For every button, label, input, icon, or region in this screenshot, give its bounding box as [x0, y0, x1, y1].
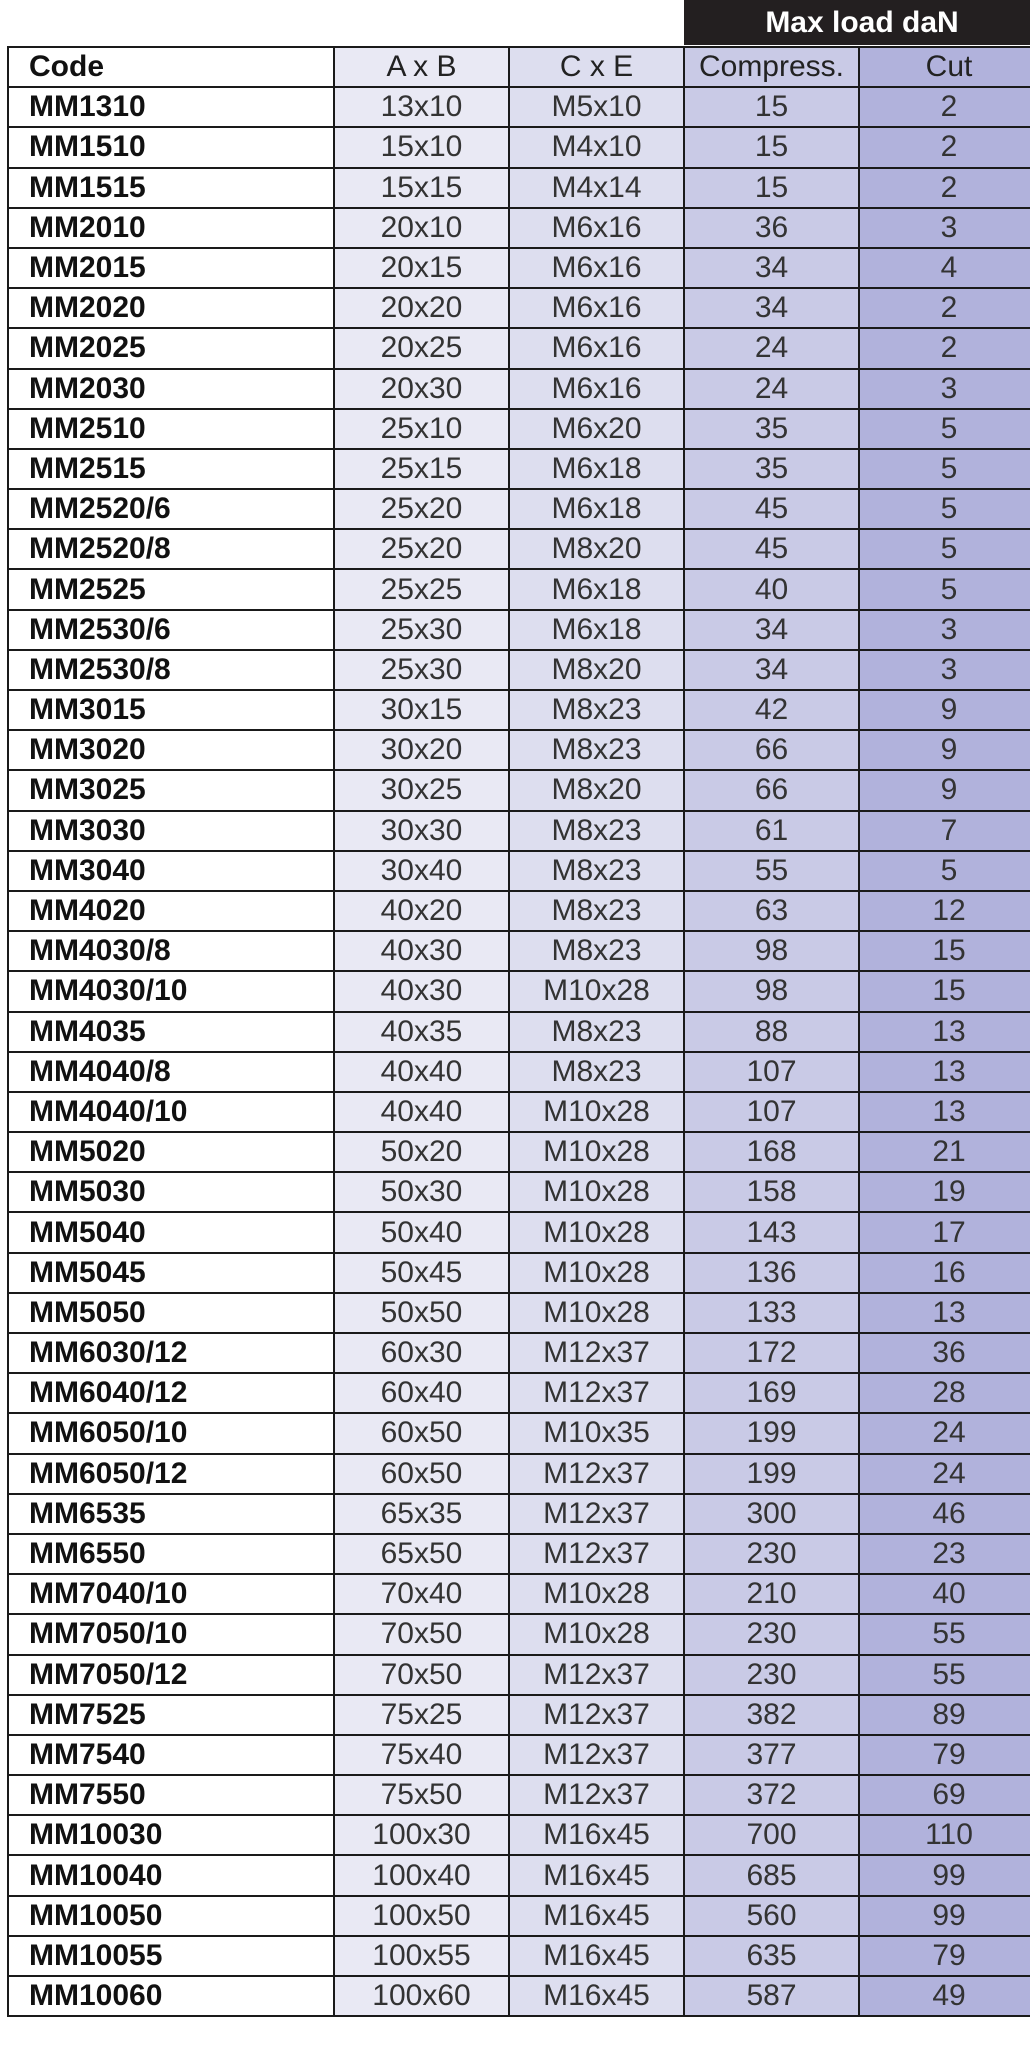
cell-ce: M6x18: [509, 610, 684, 650]
cell-cut: 24: [859, 1454, 1030, 1494]
cell-code: MM10040: [8, 1855, 334, 1895]
cell-code: MM6030/12: [8, 1333, 334, 1373]
cell-compress: 377: [684, 1735, 859, 1775]
cell-ce: M6x16: [509, 288, 684, 328]
cell-compress: 55: [684, 851, 859, 891]
cell-ab: 25x25: [334, 569, 509, 609]
cell-code: MM7550: [8, 1775, 334, 1815]
table-row: [8, 1052, 1030, 1092]
cell-code: MM2520/6: [8, 489, 334, 529]
cell-code: MM5020: [8, 1132, 334, 1172]
cell-compress: 45: [684, 489, 859, 529]
cell-ab: 50x30: [334, 1172, 509, 1212]
cell-compress: 685: [684, 1855, 859, 1895]
cell-compress: 372: [684, 1775, 859, 1815]
cell-ce: M10x28: [509, 1212, 684, 1252]
cell-ce: M8x23: [509, 851, 684, 891]
cell-compress: 98: [684, 971, 859, 1011]
cell-compress: 61: [684, 811, 859, 851]
cell-compress: 143: [684, 1212, 859, 1252]
table-row: [8, 650, 1030, 690]
cell-ce: M8x20: [509, 650, 684, 690]
cell-compress: 230: [684, 1655, 859, 1695]
cell-code: MM10050: [8, 1896, 334, 1936]
cell-compress: 107: [684, 1052, 859, 1092]
cell-code: MM4040/8: [8, 1052, 334, 1092]
cell-compress: 199: [684, 1413, 859, 1453]
cell-code: MM4040/10: [8, 1092, 334, 1132]
table-row: [8, 1574, 1030, 1614]
cell-cut: 9: [859, 730, 1030, 770]
cell-ab: 100x50: [334, 1896, 509, 1936]
cell-cut: 15: [859, 931, 1030, 971]
cell-cut: 55: [859, 1655, 1030, 1695]
table-row: [8, 328, 1030, 368]
cell-ab: 25x20: [334, 489, 509, 529]
cell-code: MM5045: [8, 1253, 334, 1293]
table-row: [8, 770, 1030, 810]
cell-cut: 2: [859, 168, 1030, 208]
cell-ab: 75x25: [334, 1695, 509, 1735]
cell-compress: 42: [684, 690, 859, 730]
cell-code: MM2530/6: [8, 610, 334, 650]
cell-ab: 75x40: [334, 1735, 509, 1775]
cell-ce: M12x37: [509, 1655, 684, 1695]
cell-ce: M8x20: [509, 529, 684, 569]
cell-compress: 158: [684, 1172, 859, 1212]
header-ce: C x E: [509, 47, 684, 87]
cell-code: MM2010: [8, 208, 334, 248]
cell-cut: 36: [859, 1333, 1030, 1373]
cell-code: MM2030: [8, 369, 334, 409]
cell-ce: M8x23: [509, 931, 684, 971]
cell-ce: M16x45: [509, 1815, 684, 1855]
cell-ab: 100x40: [334, 1855, 509, 1895]
cell-ce: M6x16: [509, 248, 684, 288]
cell-ab: 100x30: [334, 1815, 509, 1855]
table-row: [8, 1092, 1030, 1132]
cell-ce: M10x28: [509, 1132, 684, 1172]
cell-cut: 2: [859, 87, 1030, 127]
cell-ce: M8x23: [509, 891, 684, 931]
cell-compress: 34: [684, 248, 859, 288]
cell-cut: 12: [859, 891, 1030, 931]
table-row: [8, 1855, 1030, 1895]
cell-cut: 99: [859, 1896, 1030, 1936]
table-row: [8, 208, 1030, 248]
table-row: [8, 1695, 1030, 1735]
header-row: [8, 47, 1030, 87]
cell-compress: 700: [684, 1815, 859, 1855]
cell-ab: 50x45: [334, 1253, 509, 1293]
cell-cut: 13: [859, 1293, 1030, 1333]
cell-cut: 3: [859, 369, 1030, 409]
cell-ab: 60x40: [334, 1373, 509, 1413]
table-row: [8, 1293, 1030, 1333]
cell-cut: 5: [859, 529, 1030, 569]
table-row: [8, 1936, 1030, 1976]
header-ab: A x B: [334, 47, 509, 87]
table-row: [8, 1212, 1030, 1252]
cell-code: MM4035: [8, 1012, 334, 1052]
cell-compress: 24: [684, 369, 859, 409]
cell-cut: 5: [859, 569, 1030, 609]
table-row: [8, 1373, 1030, 1413]
cell-cut: 28: [859, 1373, 1030, 1413]
cell-cut: 40: [859, 1574, 1030, 1614]
header-cut: Cut: [859, 47, 1030, 87]
cell-ce: M10x28: [509, 1172, 684, 1212]
cell-cut: 9: [859, 690, 1030, 730]
table-row: [8, 449, 1030, 489]
cell-code: MM2525: [8, 569, 334, 609]
cell-ab: 60x50: [334, 1454, 509, 1494]
cell-ab: 30x20: [334, 730, 509, 770]
cell-ab: 30x25: [334, 770, 509, 810]
cell-ab: 20x20: [334, 288, 509, 328]
table-row: [8, 891, 1030, 931]
cell-compress: 34: [684, 610, 859, 650]
cell-code: MM2530/8: [8, 650, 334, 690]
cell-code: MM2515: [8, 449, 334, 489]
cell-ce: M16x45: [509, 1896, 684, 1936]
cell-cut: 110: [859, 1815, 1030, 1855]
max-load-header: Max load daN: [684, 0, 1030, 45]
cell-compress: 635: [684, 1936, 859, 1976]
spec-table: [7, 46, 1030, 2017]
cell-ab: 40x35: [334, 1012, 509, 1052]
cell-ab: 25x30: [334, 650, 509, 690]
table-row: [8, 1333, 1030, 1373]
table-row: [8, 1976, 1030, 2016]
cell-ce: M10x28: [509, 1293, 684, 1333]
cell-cut: 79: [859, 1936, 1030, 1976]
table-row: [8, 1775, 1030, 1815]
table-row: [8, 931, 1030, 971]
cell-ab: 70x40: [334, 1574, 509, 1614]
table-row: [8, 1614, 1030, 1654]
cell-ab: 20x25: [334, 328, 509, 368]
cell-ce: M8x23: [509, 811, 684, 851]
cell-compress: 133: [684, 1293, 859, 1333]
cell-ce: M12x37: [509, 1333, 684, 1373]
cell-compress: 136: [684, 1253, 859, 1293]
cell-cut: 17: [859, 1212, 1030, 1252]
table-row: [8, 1735, 1030, 1775]
table-row: [8, 971, 1030, 1011]
cell-ce: M12x37: [509, 1735, 684, 1775]
cell-ab: 30x40: [334, 851, 509, 891]
cell-cut: 79: [859, 1735, 1030, 1775]
table-row: [8, 851, 1030, 891]
cell-cut: 55: [859, 1614, 1030, 1654]
cell-ab: 30x30: [334, 811, 509, 851]
cell-ce: M8x23: [509, 1012, 684, 1052]
table-row: [8, 369, 1030, 409]
cell-ab: 70x50: [334, 1614, 509, 1654]
cell-code: MM5050: [8, 1293, 334, 1333]
cell-ce: M5x10: [509, 87, 684, 127]
cell-ab: 20x15: [334, 248, 509, 288]
cell-ce: M12x37: [509, 1373, 684, 1413]
cell-ce: M4x14: [509, 168, 684, 208]
cell-code: MM7050/12: [8, 1655, 334, 1695]
cell-compress: 35: [684, 449, 859, 489]
cell-ab: 100x55: [334, 1936, 509, 1976]
cell-cut: 13: [859, 1012, 1030, 1052]
cell-cut: 3: [859, 610, 1030, 650]
cell-code: MM4030/10: [8, 971, 334, 1011]
cell-ab: 13x10: [334, 87, 509, 127]
cell-ab: 25x15: [334, 449, 509, 489]
cell-ce: M12x37: [509, 1534, 684, 1574]
cell-code: MM6550: [8, 1534, 334, 1574]
table-row: [8, 690, 1030, 730]
cell-ce: M8x23: [509, 690, 684, 730]
cell-code: MM10060: [8, 1976, 334, 2016]
cell-ce: M12x37: [509, 1494, 684, 1534]
cell-ab: 75x50: [334, 1775, 509, 1815]
table-row: [8, 610, 1030, 650]
cell-code: MM3025: [8, 770, 334, 810]
cell-compress: 15: [684, 127, 859, 167]
cell-cut: 99: [859, 1855, 1030, 1895]
cell-code: MM2510: [8, 409, 334, 449]
cell-code: MM10030: [8, 1815, 334, 1855]
cell-compress: 66: [684, 770, 859, 810]
cell-ce: M6x18: [509, 449, 684, 489]
cell-cut: 15: [859, 971, 1030, 1011]
cell-cut: 13: [859, 1092, 1030, 1132]
cell-ce: M4x10: [509, 127, 684, 167]
cell-ce: M8x20: [509, 770, 684, 810]
cell-ab: 15x10: [334, 127, 509, 167]
cell-code: MM3015: [8, 690, 334, 730]
cell-code: MM7050/10: [8, 1614, 334, 1654]
cell-ab: 40x40: [334, 1052, 509, 1092]
table-row: [8, 1494, 1030, 1534]
cell-cut: 7: [859, 811, 1030, 851]
table-row: [8, 1253, 1030, 1293]
cell-cut: 2: [859, 127, 1030, 167]
cell-compress: 560: [684, 1896, 859, 1936]
cell-code: MM1510: [8, 127, 334, 167]
cell-ce: M6x16: [509, 328, 684, 368]
cell-ab: 40x20: [334, 891, 509, 931]
cell-code: MM2025: [8, 328, 334, 368]
cell-ab: 30x15: [334, 690, 509, 730]
header-compress: Compress.: [684, 47, 859, 87]
table-row: [8, 288, 1030, 328]
cell-ab: 25x10: [334, 409, 509, 449]
cell-ab: 50x40: [334, 1212, 509, 1252]
cell-compress: 199: [684, 1454, 859, 1494]
table-row: [8, 529, 1030, 569]
cell-compress: 210: [684, 1574, 859, 1614]
cell-code: MM2015: [8, 248, 334, 288]
table-row: [8, 1454, 1030, 1494]
cell-code: MM6050/12: [8, 1454, 334, 1494]
cell-cut: 46: [859, 1494, 1030, 1534]
cell-ab: 40x40: [334, 1092, 509, 1132]
cell-code: MM6050/10: [8, 1413, 334, 1453]
cell-ce: M10x28: [509, 1614, 684, 1654]
cell-code: MM3040: [8, 851, 334, 891]
table-row: [8, 730, 1030, 770]
cell-compress: 230: [684, 1614, 859, 1654]
cell-compress: 230: [684, 1534, 859, 1574]
cell-compress: 172: [684, 1333, 859, 1373]
cell-ab: 40x30: [334, 931, 509, 971]
table-row: [8, 1815, 1030, 1855]
cell-ab: 25x20: [334, 529, 509, 569]
cell-ab: 50x50: [334, 1293, 509, 1333]
cell-cut: 13: [859, 1052, 1030, 1092]
cell-compress: 45: [684, 529, 859, 569]
cell-code: MM3030: [8, 811, 334, 851]
cell-compress: 24: [684, 328, 859, 368]
table-row: [8, 168, 1030, 208]
cell-compress: 15: [684, 87, 859, 127]
table-row: [8, 1413, 1030, 1453]
table-row: [8, 1132, 1030, 1172]
table-row: [8, 811, 1030, 851]
cell-cut: 16: [859, 1253, 1030, 1293]
cell-ce: M10x28: [509, 971, 684, 1011]
cell-compress: 63: [684, 891, 859, 931]
cell-cut: 69: [859, 1775, 1030, 1815]
cell-cut: 9: [859, 770, 1030, 810]
cell-compress: 382: [684, 1695, 859, 1735]
cell-code: MM3020: [8, 730, 334, 770]
cell-ce: M10x28: [509, 1092, 684, 1132]
cell-code: MM1515: [8, 168, 334, 208]
table-row: [8, 409, 1030, 449]
cell-cut: 2: [859, 328, 1030, 368]
table-row: [8, 489, 1030, 529]
cell-code: MM7540: [8, 1735, 334, 1775]
cell-compress: 587: [684, 1976, 859, 2016]
table-row: [8, 1655, 1030, 1695]
table-row: [8, 1012, 1030, 1052]
table-row: [8, 1534, 1030, 1574]
cell-compress: 169: [684, 1373, 859, 1413]
cell-compress: 300: [684, 1494, 859, 1534]
cell-cut: 4: [859, 248, 1030, 288]
cell-ab: 60x50: [334, 1413, 509, 1453]
cell-ce: M6x18: [509, 569, 684, 609]
cell-code: MM6040/12: [8, 1373, 334, 1413]
header-code: Code: [8, 47, 334, 87]
cell-ce: M6x20: [509, 409, 684, 449]
cell-code: MM7040/10: [8, 1574, 334, 1614]
table-row: [8, 1172, 1030, 1212]
cell-ab: 70x50: [334, 1655, 509, 1695]
cell-compress: 40: [684, 569, 859, 609]
cell-compress: 34: [684, 650, 859, 690]
cell-ce: M12x37: [509, 1775, 684, 1815]
cell-ab: 20x30: [334, 369, 509, 409]
cell-cut: 21: [859, 1132, 1030, 1172]
cell-compress: 168: [684, 1132, 859, 1172]
cell-ce: M10x28: [509, 1253, 684, 1293]
cell-code: MM2020: [8, 288, 334, 328]
cell-ab: 25x30: [334, 610, 509, 650]
cell-cut: 24: [859, 1413, 1030, 1453]
cell-ce: M8x23: [509, 1052, 684, 1092]
cell-ab: 40x30: [334, 971, 509, 1011]
cell-code: MM7525: [8, 1695, 334, 1735]
cell-cut: 5: [859, 851, 1030, 891]
cell-compress: 35: [684, 409, 859, 449]
cell-code: MM5040: [8, 1212, 334, 1252]
cell-compress: 98: [684, 931, 859, 971]
cell-ce: M12x37: [509, 1454, 684, 1494]
cell-ce: M6x16: [509, 369, 684, 409]
cell-ab: 20x10: [334, 208, 509, 248]
cell-ab: 60x30: [334, 1333, 509, 1373]
cell-cut: 49: [859, 1976, 1030, 2016]
cell-ce: M6x16: [509, 208, 684, 248]
cell-compress: 36: [684, 208, 859, 248]
cell-code: MM6535: [8, 1494, 334, 1534]
cell-ce: M16x45: [509, 1855, 684, 1895]
cell-compress: 34: [684, 288, 859, 328]
cell-ab: 15x15: [334, 168, 509, 208]
table-row: [8, 248, 1030, 288]
cell-compress: 107: [684, 1092, 859, 1132]
table-row: [8, 1896, 1030, 1936]
cell-code: MM1310: [8, 87, 334, 127]
cell-compress: 15: [684, 168, 859, 208]
cell-compress: 66: [684, 730, 859, 770]
cell-code: MM10055: [8, 1936, 334, 1976]
cell-code: MM2520/8: [8, 529, 334, 569]
cell-ab: 50x20: [334, 1132, 509, 1172]
table-row: [8, 127, 1030, 167]
cell-ce: M16x45: [509, 1936, 684, 1976]
cell-ab: 65x35: [334, 1494, 509, 1534]
cell-code: MM4020: [8, 891, 334, 931]
table-row: [8, 87, 1030, 127]
cell-ce: M6x18: [509, 489, 684, 529]
cell-cut: 3: [859, 650, 1030, 690]
cell-ce: M12x37: [509, 1695, 684, 1735]
cell-code: MM5030: [8, 1172, 334, 1212]
cell-ce: M16x45: [509, 1976, 684, 2016]
table-row: [8, 569, 1030, 609]
cell-cut: 3: [859, 208, 1030, 248]
table-body: [8, 87, 1030, 2016]
cell-ab: 100x60: [334, 1976, 509, 2016]
cell-code: MM4030/8: [8, 931, 334, 971]
cell-cut: 19: [859, 1172, 1030, 1212]
cell-cut: 2: [859, 288, 1030, 328]
cell-cut: 23: [859, 1534, 1030, 1574]
cell-ab: 65x50: [334, 1534, 509, 1574]
cell-ce: M10x35: [509, 1413, 684, 1453]
cell-cut: 5: [859, 409, 1030, 449]
cell-cut: 5: [859, 489, 1030, 529]
cell-ce: M8x23: [509, 730, 684, 770]
cell-compress: 88: [684, 1012, 859, 1052]
cell-cut: 5: [859, 449, 1030, 489]
cell-cut: 89: [859, 1695, 1030, 1735]
cell-ce: M10x28: [509, 1574, 684, 1614]
